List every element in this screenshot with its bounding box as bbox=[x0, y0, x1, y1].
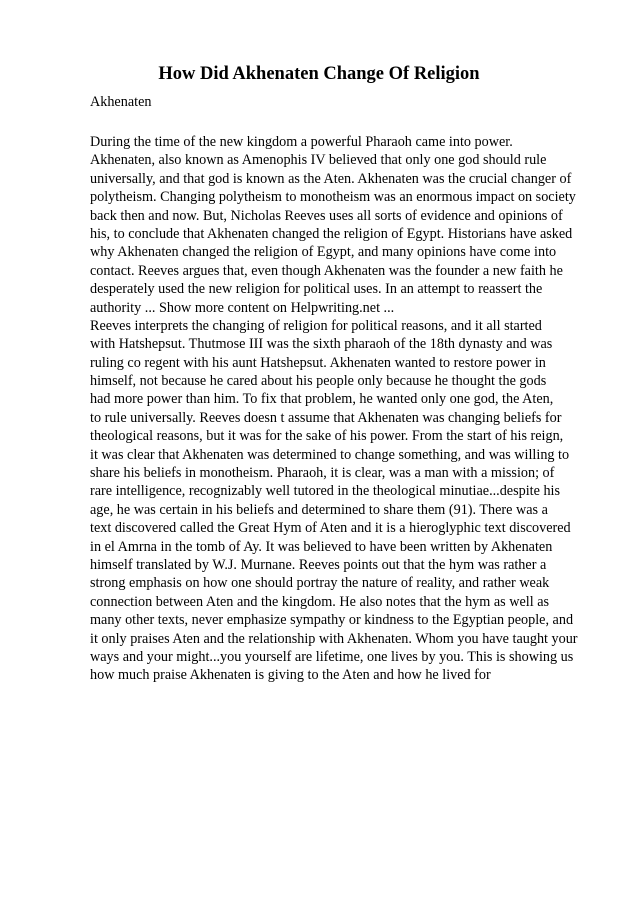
document-subject: Akhenaten bbox=[90, 94, 152, 110]
body-line: Reeves interprets the changing of religion for political reasons, and it all started bbox=[90, 317, 542, 334]
body-line: it only praises Aten and the relationship with Akhenaten. Whom you have taught your bbox=[90, 630, 578, 647]
body-line: many other texts, never emphasize sympathy or kindness to the Egyptian people, and bbox=[90, 612, 574, 629]
body-line: ruling co regent with his aunt Hatshepsut. Akhenaten wanted to restore power in bbox=[90, 354, 546, 371]
body-line: During the time of the new kingdom a powerful Pharaoh came into power. bbox=[90, 134, 513, 150]
body-line: theological reasons, but it was for the sake of his power. From the start of his reign, bbox=[90, 428, 564, 445]
body-line: his, to conclude that Akhenaten changed the religion of Egypt. Historians have asked bbox=[90, 225, 573, 242]
body-line: desperately used the new religion for political uses. In an attempt to reassert the bbox=[90, 281, 543, 298]
body-line: had more power than him. To fix that problem, he wanted only one god, the Aten, bbox=[90, 391, 554, 408]
body-line: age, he was certain in his beliefs and determined to share them (91). There was a bbox=[90, 501, 548, 518]
body-line: it was clear that Akhenaten was determined to change something, and was willing to bbox=[90, 446, 570, 463]
body-line: in el Amrna in the tomb of Ay. It was believed to have been written by Akhenaten bbox=[90, 538, 553, 555]
body-line: how much praise Akhenaten is giving to the Aten and how he lived for bbox=[90, 667, 491, 684]
body-line: himself, not because he cared about his people only because he thought the gods bbox=[90, 373, 547, 390]
body-line: share his beliefs in monotheism. Pharaoh, it is clear, was a man with a mission; of bbox=[90, 465, 555, 482]
body-line: back then and now. But, Nicholas Reeves uses all sorts of evidence and opinions of bbox=[90, 207, 563, 224]
body-line: with Hatshepsut. Thutmose III was the sixth pharaoh of the 18th dynasty and was bbox=[90, 336, 553, 353]
body-line: himself translated by W.J. Murnane. Reeves points out that the hym was rather a bbox=[90, 556, 547, 573]
document-body bbox=[90, 133, 630, 685]
body-line: to rule universally. Reeves doesn t assume that Akhenaten was changing beliefs for bbox=[90, 409, 562, 426]
body-line: polytheism. Changing polytheism to monotheism was an enormous impact on society bbox=[90, 189, 576, 206]
body-line: strong emphasis on how one should portray the nature of reality, and rather weak bbox=[90, 575, 550, 592]
body-line: connection between Aten and the kingdom. He also notes that the hym as well as bbox=[90, 593, 550, 610]
body-line: universally, and that god is known as the Aten. Akhenaten was the crucial changer of bbox=[90, 170, 572, 187]
body-line: ways and your might...you yourself are lifetime, one lives by you. This is showing us bbox=[90, 648, 574, 665]
body-line: contact. Reeves argues that, even though Akhenaten was the founder a new faith he bbox=[90, 262, 563, 279]
body-line: why Akhenaten changed the religion of Egypt, and many opinions have come into bbox=[90, 244, 557, 261]
body-line: authority ... Show more content on Helpwriting.net ... bbox=[90, 299, 395, 316]
body-line: rare intelligence, recognizably well tutored in the theological minutiae...despite his bbox=[90, 483, 560, 500]
body-line: Akhenaten, also known as Amenophis IV believed that only one god should rule bbox=[90, 152, 547, 169]
document-title: How Did Akhenaten Change Of Religion bbox=[158, 64, 480, 84]
body-line: text discovered called the Great Hym of Aten and it is a hieroglyphic text discovered bbox=[90, 520, 571, 537]
